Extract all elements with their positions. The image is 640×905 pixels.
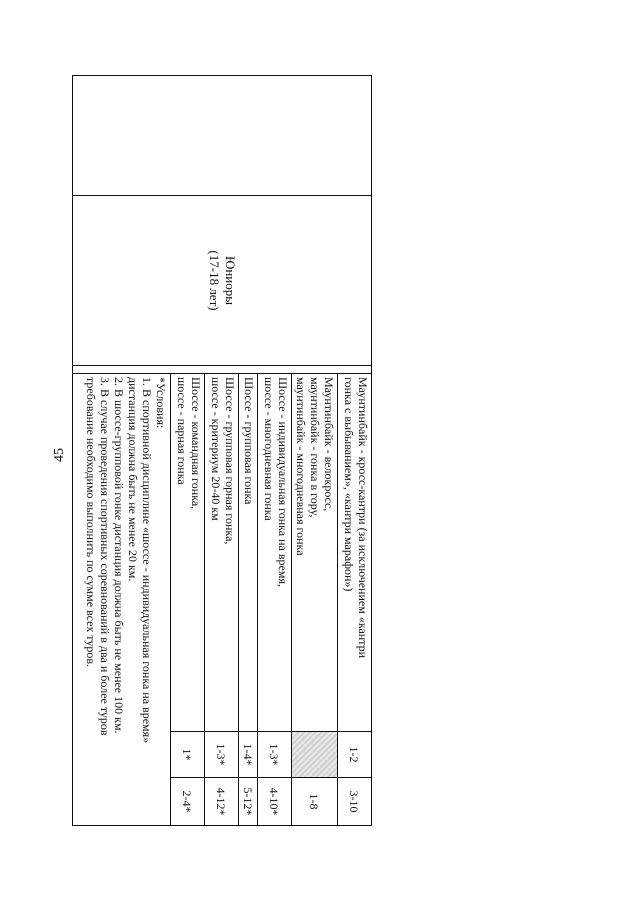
discipline-line: маунтинбайк - гонка в гору, <box>308 377 322 518</box>
narrow-cell <box>73 366 372 374</box>
group-age: (17-18 лет) <box>207 250 222 311</box>
discipline-line: шоссе - критериум 20-40 км <box>209 377 223 521</box>
places-cell: 4-10* <box>258 778 292 826</box>
places-cell: 1-4* <box>239 732 258 778</box>
places-cell: 1-8 <box>292 778 338 826</box>
conditions-line: 2. В шоссе-групповой гонке дистанция должна быть не менее 100 км. <box>112 377 126 734</box>
conditions-line: 3. В случае проведения спортивных соревнований в два и более туров <box>98 377 112 736</box>
requirements-table-sheet <box>72 75 372 825</box>
discipline-cell <box>258 374 292 732</box>
discipline-cell <box>292 374 338 732</box>
discipline-line: Маунтинбайк - велокросс, <box>322 377 336 512</box>
page-number: 45 <box>52 448 67 462</box>
discipline-line: Шоссе - командная гонка, <box>189 377 203 510</box>
discipline-line: Маунтинбайк - кросс-кантри (за исключением «кантри <box>356 377 370 659</box>
discipline-cell <box>338 374 372 732</box>
places-cell: 3-10 <box>338 778 372 826</box>
discipline-cell <box>239 374 258 732</box>
group-label: Юниоры <box>223 255 238 305</box>
conditions-line: *Условия: <box>154 377 168 429</box>
discipline-line: Шоссе - групповая гонка <box>242 377 256 505</box>
requirements-table <box>72 75 372 826</box>
discipline-line: шоссе - многодневная гонка <box>262 377 276 521</box>
table-row <box>338 76 372 826</box>
discipline-line: гонка с выбыванием», «кантри марафон») <box>342 377 356 592</box>
discipline-cell <box>205 374 239 732</box>
places-cell: 1-3* <box>205 732 239 778</box>
group-cell <box>73 196 372 366</box>
conditions-line: 1. В спортивной дисциплине «шоссе - индивидуальная гонка на время» <box>140 377 154 744</box>
discipline-cell <box>171 374 205 732</box>
conditions-line: дистанция должна быть не менее 20 км. <box>126 377 140 582</box>
empty-cell <box>73 76 372 196</box>
discipline-line: Шоссе - групповая горная гонка, <box>223 377 237 545</box>
places-cell: 2-4* <box>171 778 205 826</box>
discipline-line: маунтинбайк - многодневная гонка <box>294 377 308 556</box>
discipline-line: шоссе - парная гонка <box>175 377 189 485</box>
conditions-cell <box>73 374 171 826</box>
places-cell: 1-2 <box>338 732 372 778</box>
shaded-cell <box>292 732 338 778</box>
places-cell: 4-12* <box>205 778 239 826</box>
conditions-line: требование необходимо выполнить по сумме всех туров. <box>84 377 98 668</box>
discipline-line: Шоссе - индивидуальная гонка на время, <box>276 377 290 587</box>
places-cell: 1-3* <box>258 732 292 778</box>
places-cell: 1* <box>171 732 205 778</box>
places-cell: 5-12* <box>239 778 258 826</box>
